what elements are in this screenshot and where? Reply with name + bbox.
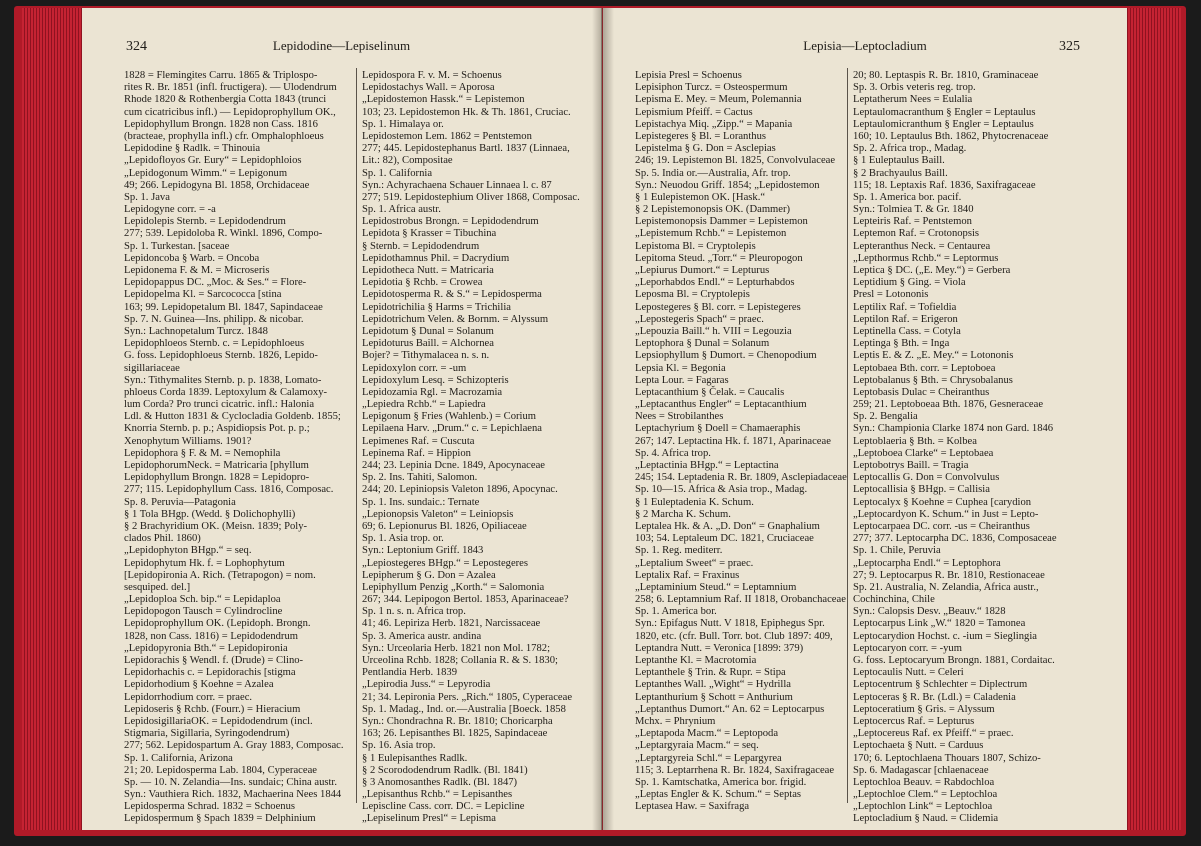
text-line: Leptidium § Ging. = Viola [853, 277, 966, 289]
text-line: „Leptocardyon K. Schum.“ in Just = Lepto- [853, 508, 1039, 520]
text-line: 160; 10. Leptaulus Bth. 1862, Phytocrenaceae [853, 130, 1049, 142]
text-line: Ldl. & Hutton 1831 & Cyclocladia Goldenb. 1855; [124, 411, 341, 423]
text-line: Leptocalyx § Koehne = Cuphea [carydion [853, 496, 1032, 508]
text-line: Leptocladium § Naud. = Clidemia [853, 813, 999, 825]
text-line: Syn.: Epifagus Nutt. V 1818, Epiphegus Spr. [635, 618, 825, 630]
text-line: Lepidophyllum Brongn. 1828 non Cass. 1816 [124, 118, 318, 130]
text-line: Lepidophora § F. & M. = Nemophila [124, 447, 281, 459]
text-line: Syn.: Tolmiea T. & Gr. 1840 [853, 204, 974, 216]
text-line: Sp. 1. California, Arizona [124, 752, 233, 764]
page-edges-left [22, 8, 84, 830]
text-line: Lepidogyne corr. = -a [124, 204, 216, 216]
text-line: Lepidodine § Radlk. = Thinouia [124, 143, 261, 155]
text-line: Lepisiphon Turcz. = Osteospermum [635, 82, 788, 94]
text-line: Lepidotosperma R. & S.“ = Lepidosperma [362, 289, 542, 301]
text-column-2 [362, 70, 594, 826]
running-head: Lepidodine—Lepiselinum [272, 38, 411, 53]
text-line: § 2 Brachyridium OK. (Meisn. 1839; Poly- [124, 520, 308, 532]
text-line: Lepitoma Steud. „Torr.“ = Pleuropogon [635, 252, 803, 264]
text-line: Lepidopelma Kl. = Sarcococca [stina [124, 289, 282, 301]
text-line: „Leptanthus Dumort.“ An. 62 = Leptocarpus [635, 703, 825, 715]
text-line: 277; 562. Lepidospartum A. Gray 1883, Composac. [124, 740, 344, 752]
text-line: § Sternb. = Lepidodendrum [362, 240, 480, 252]
text-line: Leptatherum Nees = Eulalia [853, 94, 973, 106]
text-line: 27; 9. Leptocarpus R. Br. 1810, Restionaceae [853, 569, 1045, 581]
text-line: Sp. 6. Madagascar [chlaenaceae [853, 764, 989, 776]
text-line: Lepidophytum Hk. f. = Lophophytum [124, 557, 285, 569]
text-line: Leptobotrys Baill. = Tragia [853, 460, 969, 471]
text-line: Sp. 5. India or.—Australia, Afr. trop. [635, 167, 791, 179]
text-line: „Leptocarpha Endl.“ = Leptophora [853, 557, 1001, 569]
text-line: Lepteranthus Neck. = Centaurea [853, 240, 991, 252]
text-line: Lepidoxylon corr. = -um [362, 362, 467, 374]
text-line: 103; 54. Leptaleum DC. 1821, Cruciaceae [635, 533, 814, 545]
text-line: „Leptochlon Link“ = Leptochloa [853, 801, 993, 813]
text-line: Lepidothamnus Phil. = Dacrydium [362, 252, 510, 264]
text-line: Sp. 4. Africa trop. [635, 447, 711, 459]
text-line: Lepteiris Raf. = Pentstemon [853, 216, 972, 228]
text-line: „Leptas Engler & K. Schum.“ = Septas [635, 789, 802, 801]
text-line: „Lepionopsis Valeton“ = Leiniopsis [362, 508, 514, 520]
text-line: Lepidopogon Tausch = Cylindrocline [124, 606, 283, 618]
text-line: Syn.: Chondrachna R. Br. 1810; Choricarpha [362, 715, 553, 727]
text-line: Sp. 3. Orbis veteris reg. trop. [853, 82, 976, 94]
text-line: cum cicatricibus infl.) — Lepidoprophyllum OK., [124, 106, 336, 118]
text-line: Sp. 1. Africa austr. [362, 204, 441, 216]
text-line: Syn.: Neuodou Griff. 1854; „Lepidostemon [635, 179, 820, 191]
text-line: Leptaulomicranthum § Engler = Leptaulus [853, 118, 1034, 130]
text-line: Mchx. = Phrynium [635, 715, 716, 727]
text-line: Lepidopappus DC. „Moc. & Ses.“ = Flore- [124, 277, 307, 289]
text-line: Lepismium Pfeiff. = Cactus [635, 106, 753, 118]
text-line: Sp. 10—15. Africa & Asia trop., Madag. [635, 484, 808, 496]
text-line: Leptoblaeria § Bth. = Kolbea [853, 435, 977, 447]
text-line: 1820, etc. (cfr. Bull. Torr. bot. Club 1897: 409, [635, 630, 833, 642]
running-head: Lepisia—Leptocladium [803, 38, 927, 53]
text-line: sesquiped. del.] [124, 581, 191, 593]
text-line: Leptacanthium § Čelak. = Caucalis [635, 386, 785, 398]
page-edges-right [1125, 8, 1181, 830]
text-line: Leptocarydion Hochst. c. -ium = Sieglingia [853, 630, 1037, 642]
text-line: G. foss. Lepidophloeus Sternb. 1826, Lepido- [124, 350, 318, 362]
text-line: Lepidostachys Wall. = Aporosa [362, 82, 495, 94]
text-line: Leptanthe Kl. = Macrotomia [635, 655, 757, 666]
text-line: Leptandra Nutt. = Veronica [1899: 379) [635, 642, 804, 654]
text-line: Lepidota § Krasser = Tibuchina [362, 228, 497, 240]
text-line: Bojer? = Tithymalacea n. s. n. [362, 350, 490, 362]
text-line: Lepidospora F. v. M. = Schoenus [362, 70, 502, 81]
text-line: Leptemon Raf. = Crotonopsis [853, 228, 980, 240]
text-line: 1828 = Flemingites Carru. 1865 & Triplospo- [124, 70, 318, 81]
text-line: Sp. 1. Kamtschatka, America bor. frigid. [635, 776, 807, 788]
text-line: Leptocaryon corr. = -yum [853, 642, 962, 654]
right-page [603, 8, 1127, 830]
left-page [82, 8, 602, 830]
text-line: phloeus Corda 1839. Leptoxylum & Calamoxy- [124, 386, 328, 398]
text-line: „Leptargyraia Macm.“ = seq. [635, 740, 759, 752]
text-line: „Leptaminium Steud.“ = Leptamnium [635, 581, 797, 593]
text-line: Sp. 1. Madag., Ind. or.—Australia [Boeck. 1858 [362, 703, 566, 715]
text-line: Lepidophloeos Sternb. c. = Lepidophloeus [124, 338, 305, 350]
text-line: Lepidoxylum Lesq. = Schizopteris [362, 374, 509, 386]
text-line: Sp. 8. Peruvia—Patagonia [124, 496, 236, 508]
text-line: Sp. 1. Chile, Peruvia [853, 545, 941, 557]
text-line: Leptilix Raf. = Tofieldia [853, 301, 957, 313]
text-line: Leptobaea Bth. corr. = Leptoboea [853, 362, 996, 374]
text-line: Lepidorrhodium corr. = praec. [124, 691, 253, 703]
text-line: 277; 115. Lepidophyllum Cass. 1816, Composac. [124, 484, 334, 496]
text-line: Lepistachya Miq. „Zipp.“ = Mapania [635, 118, 793, 130]
text-line: Sp. 1. Himalaya or. [362, 118, 444, 130]
text-line: Lepidostrobus Brongn. = Lepidodendrum [362, 216, 539, 228]
text-line: Sp. — 10. N. Zelandia—Ins. sundaic; China austr. [124, 776, 338, 788]
text-line: Syn.: Urceolaria Herb. 1821 non Mol. 1782; [362, 642, 551, 654]
text-line: Presl = Lotononis [853, 289, 929, 301]
text-line: Lepidotheca Nutt. = Matricaria [362, 265, 494, 276]
text-line: Lepisma E. Mey. = Meum, Polemannia [635, 94, 802, 106]
text-line: 277; 539. Lepidoloba R. Winkl. 1896, Compo- [124, 228, 323, 240]
text-line: Leptoceratium § Gris. = Alyssum [853, 703, 995, 715]
text-line: § 3 Anomosanthes Radlk. (Bl. 1847) [362, 776, 518, 788]
text-line: „Lepiselinum Presl“ = Lepisma [362, 813, 496, 825]
text-line: Sp. 1. Turkestan. [saceae [124, 240, 230, 252]
text-line: § 1 Eulepistemon OK. [Hask.“ [635, 191, 766, 203]
text-line: Leptophora § Dunal = Solanum [635, 338, 770, 350]
text-line: Leptochaeta § Nutt. = Carduus [853, 740, 984, 752]
text-line: Leptinella Cass. = Cotyla [853, 325, 961, 337]
text-line: 267; 147. Leptactina Hk. f. 1871, Aparinaceae [635, 435, 831, 447]
text-line: Leptocallis G. Don = Convolvulus [853, 472, 1000, 484]
text-line: Sp. 3. America austr. andina [362, 630, 482, 642]
text-line: Leptachyrium § Doell = Chamaeraphis [635, 423, 801, 435]
book-gutter [592, 8, 614, 830]
text-line: 267; 344. Lepipogon Bertol. 1853, Aparinaceae? [362, 594, 569, 606]
text-line: Lepidolepis Sternb. = Lepidodendrum [124, 216, 286, 228]
text-line: [Lepidopironia A. Rich. (Tetrapogon) = nom. [124, 569, 316, 581]
text-line: Sp. 7. N. Guinea—Ins. philipp. & nicobar. [124, 313, 304, 325]
text-line: Lepipherum § G. Don = Azalea [362, 569, 496, 581]
text-line: Lepistemonopsis Dammer = Lepistemon [635, 216, 808, 228]
text-line: Lepistoma Bl. = Cryptolepis [635, 240, 756, 252]
text-line: „Lepidogonum Wimm.“ = Lepigonum [124, 167, 288, 179]
text-line: „Lepiurus Dumort.“ = Lepturus [635, 265, 770, 276]
text-line: Leptocentrum § Schlechter = Diplectrum [853, 679, 1028, 691]
text-line: Lepidorhodium § Koehne = Azalea [124, 679, 274, 691]
text-line: Lepsiophyllum § Dumort. = Chenopodium [635, 350, 817, 362]
text-line: Leptochloa Beauv. = Rabdochloa [853, 776, 995, 788]
text-line: G. foss. Leptocaryum Brongn. 1881, Cordaitac. [853, 655, 1055, 666]
text-line: Leptocaulis Nutt. = Celeri [853, 667, 964, 679]
text-line: „Leptacanthus Engler“ = Leptacanthium [635, 399, 807, 411]
text-line: Syn.: Achyrachaena Schauer Linnaea l. c. 87 [362, 179, 552, 191]
text-line: Lepigonum § Fries (Wahlenb.) = Corium [362, 411, 537, 423]
text-column-2 [853, 70, 1103, 826]
text-line: 41; 46. Lepiriza Herb. 1821, Narcissaceae [362, 618, 541, 630]
text-line: 163; 26. Lepisanthes Bl. 1825, Sapindaceae [362, 728, 548, 740]
text-line: Lepistelma § G. Don = Asclepias [635, 143, 776, 155]
text-line: Lepiphyllum Penzig „Korth.“ = Salomonia [362, 581, 545, 593]
text-line: 21; 20. Lepidosperma Lab. 1804, Cyperaceae [124, 764, 317, 776]
text-line: Lepidostemon Lem. 1862 = Pentstemon [362, 130, 532, 142]
text-line: Lepiscline Cass. corr. DC. = Lepicline [362, 801, 525, 813]
text-line: sigillariaceae [124, 362, 180, 374]
text-line: Lepidoprophyllum OK. (Lepidoph. Brongn. [124, 618, 311, 630]
text-line: 170; 6. Leptochlaena Thouars 1807, Schizo- [853, 752, 1041, 764]
text-line: § 2 Lepistemonopsis OK. (Dammer) [635, 204, 791, 216]
text-line: 103; 23. Lepidostemon Hk. & Th. 1861, Cruciac. [362, 106, 571, 118]
text-line: Leptica § DC. („E. Mey.“) = Gerbera [853, 265, 1011, 276]
page-number: 325 [1059, 39, 1080, 54]
text-line: rites R. Br. 1851 (infl. fructigera). — Ulodendrum [124, 82, 337, 94]
text-line: Leptinga § Bth. = Inga [853, 338, 950, 350]
text-line: Lepidorachis § Wendl. f. (Drude) = Clino- [124, 655, 304, 666]
text-line: § 1 Eulepisanthes Radlk. [362, 752, 468, 764]
text-line: Syn.: Lachnopetalum Turcz. 1848 [124, 325, 268, 337]
text-line: Lepidosperma Schrad. 1832 = Schoenus [124, 801, 296, 813]
column-divider [356, 68, 357, 803]
text-line: Leptis E. & Z. „E. Mey.“ = Lotononis [853, 350, 1014, 362]
text-line: Leptocarpaea DC. corr. -us = Cheiranthus [853, 520, 1030, 532]
text-line: Lepistegeres § Bl. = Loranthus [635, 130, 767, 142]
text-line: 277; 445. Lepidostephanus Bartl. 1837 (Linnaea, [362, 143, 570, 155]
text-line: „Leptargyreia Schl.“ = Lepargyrea [635, 752, 782, 764]
text-line: 115; 18. Leptaxis Raf. 1836, Saxifragaceae [853, 179, 1036, 191]
text-line: Sp. 1. Java [124, 191, 170, 203]
text-line: § 1 Euleptadenia K. Schum. [635, 496, 754, 508]
text-line: „Lepidopyronia Bth.“ = Lepidopironia [124, 642, 288, 654]
text-line: „Lepiedra Rchb.“ = Lapiedra [362, 399, 486, 411]
text-line: Nees = Strobilanthes [635, 411, 724, 423]
text-line: 20; 80. Leptaspis R. Br. 1810, Graminaceae [853, 70, 1039, 81]
text-line: Syn.: Calopsis Desv. „Beauv.“ 1828 [853, 606, 1006, 618]
text-line: Lepidoseris § Rchb. (Fourr.) = Hieracium [124, 703, 301, 715]
text-line: Sp. 16. Asia trop. [362, 740, 436, 752]
text-line: Leptilon Raf. = Erigeron [853, 313, 958, 325]
text-line: „Leporhabdos Endl.“ = Lepturhabdos [635, 277, 795, 289]
text-line: Sp. 1. America bor. pacif. [853, 191, 962, 203]
column-divider [847, 68, 848, 803]
text-line: Lepidoncoba § Warb. = Oncoba [124, 252, 260, 264]
text-line: Leptoceras § R. Br. (Ldl.) = Caladenia [853, 691, 1016, 703]
text-line: „Leptapoda Macm.“ = Leptopoda [635, 728, 779, 740]
text-line: clados Phil. 1860) [124, 533, 201, 545]
text-line: „Lepirodia Juss.“ = Lepyrodia [362, 679, 491, 691]
text-line: 244; 23. Lepinia Dcne. 1849, Apocynaceae [362, 460, 545, 471]
text-line: 245; 154. Leptadenia R. Br. 1809, Asclepiadaceae [635, 472, 847, 484]
text-line: Syn.: Leptonium Griff. 1843 [362, 545, 484, 557]
text-line: 21; 34. Lepironia Pers. „Rich.“ 1805, Cyperaceae [362, 691, 573, 703]
text-line: § 1 Euleptaulus Baill. [853, 155, 945, 167]
text-line: „Leptactinia BHgp.“ = Leptactina [635, 460, 779, 471]
text-line: „Lepisanthus Rchb.“ = Lepisanthes [362, 789, 513, 801]
text-line: LepidophorumNeck. = Matricaria [phyllum [124, 460, 309, 471]
text-line: Urceolina Rchb. 1828; Collania R. & S. 1830; [362, 655, 558, 666]
text-line: Leptasea Haw. = Saxifraga [635, 801, 750, 813]
text-line: Lepidozamia Rgl. = Macrozamia [362, 386, 503, 398]
text-line: Rhode 1820 & Rothenbergia Cotta 1843 (trunci [124, 94, 327, 106]
text-line: Sp. 2. Bengalia [853, 411, 918, 423]
text-line: lum Corda? Pro trunci cicatric. infl.: Halonia [124, 399, 315, 411]
text-line: Sp. 2. Africa trop., Madag. [853, 143, 967, 155]
text-line: Lepidotia § Rchb. = Crowea [362, 277, 483, 289]
text-line: 277; 377. Leptocarpha DC. 1836, Composaceae [853, 533, 1057, 545]
text-line: Lepidospermum § Spach 1839 = Delphinium [124, 813, 316, 825]
text-line: Sp. 1. California [362, 167, 433, 179]
text-line: Leptanthes Wall. „Wight“ = Hydrilla [635, 679, 792, 691]
text-line: Lepimenes Raf. = Cuscuta [362, 435, 475, 447]
text-line: 1828, non Cass. 1816) = Lepidodendrum [124, 630, 298, 642]
text-line: „Lepidoploa Sch. bip.“ = Lepidaploa [124, 594, 281, 606]
text-line: „Lepiostegeres BHgp.“ = Lepostegeres [362, 557, 528, 569]
text-line: Leptocallisia § BHgp. = Callisia [853, 484, 990, 496]
text-line: „Lepthormus Rchb.“ = Leptormus [853, 252, 999, 264]
text-line: „Leptochloe Clem.“ = Leptochloa [853, 789, 998, 801]
text-line: Lepidonema F. & M. = Microseris [124, 265, 270, 276]
text-line: LepidosigillariaOK. = Lepidodendrum (incl. [124, 715, 313, 727]
text-line: Leptocarpus Link „W.“ 1820 = Tamonea [853, 618, 1026, 630]
text-line: Cochinchina, Chile [853, 594, 935, 606]
text-line: Leptobasis Dulac = Cheiranthus [853, 386, 990, 398]
page-number: 324 [126, 39, 147, 54]
text-line: § 2 Scorododendrum Radlk. (Bl. 1841) [362, 764, 528, 776]
text-line: Lepsia Kl. = Begonia [635, 362, 726, 374]
text-line: Leptocercus Raf. = Lepturus [853, 715, 975, 727]
text-column-1 [124, 70, 352, 826]
text-line: Pentlandia Herb. 1839 [362, 667, 458, 679]
text-line: § 2 Brachyaulus Baill. [853, 167, 948, 179]
text-line: Lepidotrichum Velen. & Bornm. = Alyssum [362, 313, 549, 325]
text-line: Lepidotrichilia § Harms = Trichilia [362, 301, 511, 313]
text-line: „Lepostegeris Spach“ = praec. [635, 313, 764, 325]
text-column-1 [635, 70, 847, 813]
text-line: Lepilaena Harv. „Drum.“ c. = Lepichlaena [362, 423, 542, 435]
text-line: Sp. 1. America bor. [635, 606, 717, 618]
text-line: Leptalix Raf. = Fraxinus [635, 569, 740, 581]
text-line: Leptanthurium § Schott = Anthurium [635, 691, 793, 703]
text-line: (bracteae, prophylla infl.) cfr. Omphalophloeus [124, 130, 324, 142]
text-line: § 1 Tola BHgp. (Wedd. § Dolichophylli) [124, 508, 296, 520]
text-line: „Leptoboea Clarke“ = Leptobaea [853, 447, 994, 459]
text-line: 244; 20. Lepiniopsis Valeton 1896, Apocynac. [362, 484, 558, 496]
text-line: „Leptalium Sweet“ = praec. [635, 557, 754, 569]
text-line: Lepidophyllum Brongn. 1828 = Lepidopro- [124, 472, 310, 484]
text-line: 258; 6. Leptamnium Raf. II 1818, Orobanchaceae [635, 594, 846, 606]
text-line: Leptalea Hk. & A. „D. Don“ = Gnaphalium [635, 520, 820, 532]
text-line: Leptanthele § Trin. & Rupr. = Stipa [635, 667, 786, 679]
text-line: „Lepidophyton BHgp.“ = seq. [124, 545, 252, 557]
text-line: Sp. 21. Australia, N. Zelandia, Africa austr., [853, 581, 1039, 593]
text-line: Lepinema Raf. = Hippion [362, 447, 471, 459]
text-line: Sp. 1 n. s. n. Africa trop. [362, 606, 466, 618]
text-line: 115; 3. Leptarrhena R. Br. 1824, Saxifragaceae [635, 764, 835, 776]
text-line: Sp. 1. Ins. sundaic.: Ternate [362, 496, 480, 508]
text-line: Syn.: Tithymalites Sternb. p. p. 1838, Lomato- [124, 374, 322, 386]
text-line: 277; 519. Lepidostephium Oliver 1868, Composac. [362, 191, 580, 203]
text-line: 163; 99. Lepidopetalum Bl. 1847, Sapindaceae [124, 301, 323, 313]
text-line: Lepta Lour. = Fagaras [635, 374, 729, 386]
text-line: Leptobalanus § Bth. = Chrysobalanus [853, 374, 1013, 386]
text-line: „Lepouzia Baill.“ h. VIII = Legouzia [635, 325, 792, 337]
text-line: Lepidoturus Baill. = Alchornea [362, 338, 494, 350]
text-line: Syn.: Vauthiera Rich. 1832, Machaerina Nees 1844 [124, 789, 342, 801]
text-line: Leposma Bl. = Cryptolepis [635, 289, 750, 301]
text-line: Lepisia Presl = Schoenus [635, 70, 742, 81]
text-line: Knorria Sternb. p. p.; Aspidiopsis Pot. p. p.; [124, 423, 310, 435]
text-line: „Lepidostemon Hassk.“ = Lepistemon [362, 94, 525, 106]
text-line: 49; 266. Lepidogyna Bl. 1858, Orchidaceae [124, 179, 310, 191]
text-line: Sp. 1. Asia trop. or. [362, 533, 444, 545]
text-line: 69; 6. Lepionurus Bl. 1826, Opiliaceae [362, 520, 527, 532]
text-line: Lepidorhachis c. = Lepidorachis [stigma [124, 667, 296, 679]
text-line: Syn.: Championia Clarke 1874 non Gard. 1846 [853, 423, 1054, 435]
text-line: Lepidotum § Dunal = Solanum [362, 325, 494, 337]
text-line: Leptaulomacranthum § Engler = Leptaulus [853, 106, 1036, 118]
text-line: Sp. 2. Ins. Tahiti, Salomon. [362, 472, 478, 484]
text-line: Stigmaria, Sigillaria, Syringodendrum) [124, 728, 290, 740]
text-line: 259; 21. Leptoboeaa Bth. 1876, Gesneraceae [853, 399, 1044, 411]
text-line: Sp. 1. Reg. mediterr. [635, 545, 723, 557]
text-line: Xenophytum Williams. 1901? [124, 435, 252, 447]
text-line: § 2 Marcha K. Schum. [635, 508, 731, 520]
text-line: Lepostegeres § Bl. corr. = Lepistegeres [635, 301, 801, 313]
text-line: „Lepidofloyos Gr. Eury“ = Lepidophloios [124, 155, 302, 167]
text-line: „Leptocereus Raf. ex Pfeiff.“ = praec. [853, 728, 1014, 740]
text-line: „Lepistemum Rchb.“ = Lepistemon [635, 228, 787, 240]
text-line: 246; 19. Lepistemon Bl. 1825, Convolvulaceae [635, 155, 836, 167]
text-line: Lit.: 82), Compositae [362, 155, 453, 167]
